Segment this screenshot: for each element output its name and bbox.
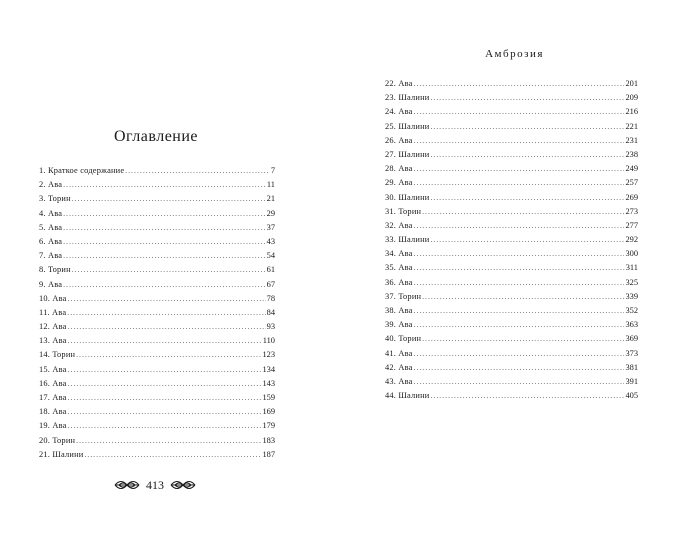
dot-leader xyxy=(72,263,266,277)
toc-entry-label: 20. Торин xyxy=(39,435,76,445)
toc-entry xyxy=(385,261,638,275)
toc-entry-label: 5. Ава xyxy=(39,222,63,232)
toc-entry xyxy=(385,347,638,361)
dot-leader xyxy=(67,306,265,320)
toc-entry-label: 21. Шалини xyxy=(39,449,84,459)
toc-entry-page: 300 xyxy=(625,249,638,259)
toc-entry-page: 405 xyxy=(625,391,638,401)
toc-entry-page: 134 xyxy=(262,364,275,374)
toc-entry-label: 38. Ава xyxy=(385,306,413,315)
toc-entry-page: 325 xyxy=(625,277,638,287)
toc-entry xyxy=(39,363,275,377)
dot-leader xyxy=(414,276,625,290)
dot-leader xyxy=(68,292,266,306)
toc-entry-page: 311 xyxy=(625,263,638,273)
toc-entry xyxy=(39,207,275,221)
toc-list-right xyxy=(385,77,638,403)
toc-entry-label: 30. Шалини xyxy=(385,192,430,202)
toc-entry-page: 67 xyxy=(266,279,275,289)
toc-entry xyxy=(385,176,638,190)
dot-leader xyxy=(68,334,262,348)
dot-leader xyxy=(125,164,270,178)
toc-entry-label: 34. Ава xyxy=(385,249,413,259)
toc-entry xyxy=(385,219,638,233)
toc-entry-label: 15. Ава xyxy=(39,364,67,374)
toc-entry-label: 10. Ава xyxy=(39,293,67,303)
dot-leader xyxy=(414,361,625,375)
toc-entry-page: 61 xyxy=(266,265,275,275)
dot-leader xyxy=(414,304,625,318)
toc-entry xyxy=(385,134,638,148)
toc-entry-label: 17. Ава xyxy=(39,393,67,402)
toc-entry xyxy=(39,192,275,206)
toc-entry xyxy=(385,205,638,219)
toc-entry-label: 43. Ава xyxy=(385,376,413,386)
toc-entry xyxy=(39,263,275,277)
toc-entry xyxy=(385,233,638,247)
dot-leader xyxy=(422,332,624,346)
dot-leader xyxy=(84,448,261,462)
folio xyxy=(115,475,195,495)
toc-entry-page: 373 xyxy=(625,348,638,358)
toc-entry-page: 269 xyxy=(625,192,638,202)
toc-entry-page: 187 xyxy=(262,449,275,459)
toc-entry xyxy=(385,389,638,403)
dot-leader xyxy=(414,134,625,148)
toc-entry xyxy=(385,361,638,375)
dot-leader xyxy=(72,192,266,206)
toc-entry-label: 25. Шалини xyxy=(385,121,430,131)
toc-entry xyxy=(39,348,275,362)
toc-entry-label: 32. Ава xyxy=(385,220,413,230)
dot-leader xyxy=(422,205,624,219)
running-head: Амброзия xyxy=(485,48,544,60)
toc-entry-page: 11 xyxy=(266,180,275,190)
toc-entry xyxy=(39,306,275,320)
toc-entry xyxy=(39,249,275,263)
dot-leader xyxy=(63,235,265,249)
toc-entry-label: 18. Ава xyxy=(39,407,67,417)
toc-entry-page: 169 xyxy=(262,407,275,417)
toc-entry xyxy=(385,318,638,332)
toc-entry-page: 257 xyxy=(625,178,638,188)
toc-entry-page: 201 xyxy=(625,79,638,88)
toc-entry-page: 339 xyxy=(625,291,638,301)
dot-leader xyxy=(76,434,261,448)
toc-list-left xyxy=(39,164,275,462)
toc-entry-label: 24. Ава xyxy=(385,107,413,117)
toc-entry xyxy=(385,148,638,162)
dot-leader xyxy=(414,77,625,91)
toc-entry-page: 29 xyxy=(266,208,275,218)
dot-leader xyxy=(430,389,624,403)
toc-entry xyxy=(385,120,638,134)
toc-entry xyxy=(39,405,275,419)
toc-entry-page: 54 xyxy=(266,251,275,261)
right-page xyxy=(337,0,674,544)
dot-leader xyxy=(63,221,265,235)
toc-entry xyxy=(39,164,275,178)
toc-entry xyxy=(39,377,275,391)
toc-entry xyxy=(39,320,275,334)
toc-entry-label: 28. Ава xyxy=(385,164,413,174)
dot-leader xyxy=(68,363,262,377)
toc-entry xyxy=(385,375,638,389)
toc-entry-label: 23. Шалини xyxy=(385,93,430,103)
dot-leader xyxy=(430,148,624,162)
toc-entry xyxy=(39,278,275,292)
toc-entry xyxy=(385,247,638,261)
dot-leader xyxy=(414,347,625,361)
toc-entry xyxy=(385,162,638,176)
dot-leader xyxy=(68,405,262,419)
toc-entry-page: 93 xyxy=(266,322,275,332)
toc-entry xyxy=(39,292,275,306)
toc-entry-page: 37 xyxy=(266,222,275,232)
toc-entry-page: 123 xyxy=(262,350,275,360)
toc-entry xyxy=(39,235,275,249)
toc-entry-page: 292 xyxy=(625,235,638,245)
toc-entry xyxy=(385,332,638,346)
toc-entry-label: 36. Ава xyxy=(385,277,413,287)
dot-leader xyxy=(430,120,624,134)
page-number: 413 xyxy=(146,477,164,492)
dot-leader xyxy=(414,219,625,233)
dot-leader xyxy=(63,249,265,263)
toc-entry-label: 41. Ава xyxy=(385,348,413,358)
toc-entry-label: 22. Ава xyxy=(385,79,413,88)
toc-title: Оглавление xyxy=(113,128,199,145)
toc-entry-page: 273 xyxy=(625,206,638,216)
dot-leader xyxy=(76,348,261,362)
toc-entry-label: 4. Ава xyxy=(39,208,63,218)
toc-entry-page: 209 xyxy=(625,93,638,103)
toc-entry xyxy=(39,434,275,448)
toc-entry-page: 21 xyxy=(266,194,275,204)
toc-entry-label: 1. Краткое содержание xyxy=(39,166,125,175)
toc-entry-label: 37. Торин xyxy=(385,291,422,301)
toc-entry xyxy=(39,334,275,348)
toc-entry-label: 2. Ава xyxy=(39,180,63,190)
toc-entry xyxy=(385,304,638,318)
dot-leader xyxy=(63,207,265,221)
toc-entry xyxy=(385,91,638,105)
dot-leader xyxy=(68,320,266,334)
toc-entry xyxy=(385,191,638,205)
dot-leader xyxy=(68,391,262,405)
toc-entry-page: 381 xyxy=(625,362,638,372)
toc-entry-label: 12. Ава xyxy=(39,322,67,332)
toc-entry-page: 231 xyxy=(625,135,638,145)
dot-leader xyxy=(430,233,624,247)
toc-entry-page: 391 xyxy=(625,376,638,386)
toc-entry-page: 179 xyxy=(262,421,275,431)
toc-entry-label: 14. Торин xyxy=(39,350,76,360)
dot-leader xyxy=(63,178,266,192)
toc-entry xyxy=(385,105,638,119)
dot-leader xyxy=(414,318,625,332)
toc-entry-page: 43 xyxy=(266,236,275,246)
toc-entry-label: 26. Ава xyxy=(385,135,413,145)
toc-entry-label: 7. Ава xyxy=(39,251,63,261)
dot-leader xyxy=(414,375,625,389)
toc-entry-label: 9. Ава xyxy=(39,279,63,289)
toc-entry-label: 31. Торин xyxy=(385,206,422,216)
toc-entry-page: 84 xyxy=(266,307,275,317)
toc-entry-label: 8. Торин xyxy=(39,265,71,275)
toc-entry-label: 16. Ава xyxy=(39,378,67,388)
dot-leader xyxy=(430,91,624,105)
toc-entry-label: 3. Торин xyxy=(39,194,71,204)
toc-entry-label: 42. Ава xyxy=(385,362,413,372)
toc-entry-page: 369 xyxy=(625,334,638,344)
toc-entry-label: 11. Ава xyxy=(39,307,67,317)
toc-entry-label: 27. Шалини xyxy=(385,149,430,159)
dot-leader xyxy=(430,191,624,205)
toc-entry xyxy=(385,276,638,290)
dot-leader xyxy=(414,162,625,176)
toc-entry-label: 33. Шалини xyxy=(385,235,430,245)
celtic-knot-icon xyxy=(114,478,140,492)
toc-entry-label: 19. Ава xyxy=(39,421,67,431)
toc-entry xyxy=(39,419,275,433)
dot-leader xyxy=(414,176,625,190)
toc-entry-label: 6. Ава xyxy=(39,236,63,246)
toc-entry-page: 363 xyxy=(625,320,638,330)
toc-entry xyxy=(39,178,275,192)
toc-entry-label: 44. Шалини xyxy=(385,391,430,401)
toc-entry xyxy=(385,77,638,91)
dot-leader xyxy=(68,377,262,391)
dot-leader xyxy=(68,419,262,433)
toc-entry-label: 40. Торин xyxy=(385,334,422,344)
toc-entry-page: 110 xyxy=(262,336,275,346)
toc-entry xyxy=(385,290,638,304)
toc-entry-page: 249 xyxy=(625,164,638,174)
dot-leader xyxy=(414,261,625,275)
dot-leader xyxy=(63,278,265,292)
toc-entry xyxy=(39,448,275,462)
toc-entry-page: 78 xyxy=(266,293,275,303)
toc-entry xyxy=(39,391,275,405)
toc-entry-label: 39. Ава xyxy=(385,320,413,330)
celtic-knot-icon xyxy=(170,478,196,492)
toc-entry-page: 143 xyxy=(262,378,275,388)
toc-entry-label: 13. Ава xyxy=(39,336,67,346)
dot-leader xyxy=(422,290,624,304)
toc-entry-page: 183 xyxy=(262,435,275,445)
toc-entry-page: 159 xyxy=(262,393,275,402)
toc-entry-label: 29. Ава xyxy=(385,178,413,188)
toc-entry-page: 352 xyxy=(625,306,638,315)
dot-leader xyxy=(414,105,625,119)
toc-entry-page: 221 xyxy=(625,121,638,131)
toc-entry-label: 35. Ава xyxy=(385,263,413,273)
toc-entry-page: 277 xyxy=(625,220,638,230)
toc-entry-page: 7 xyxy=(270,166,275,175)
dot-leader xyxy=(414,247,625,261)
toc-entry-page: 216 xyxy=(625,107,638,117)
toc-entry xyxy=(39,221,275,235)
toc-entry-page: 238 xyxy=(625,149,638,159)
